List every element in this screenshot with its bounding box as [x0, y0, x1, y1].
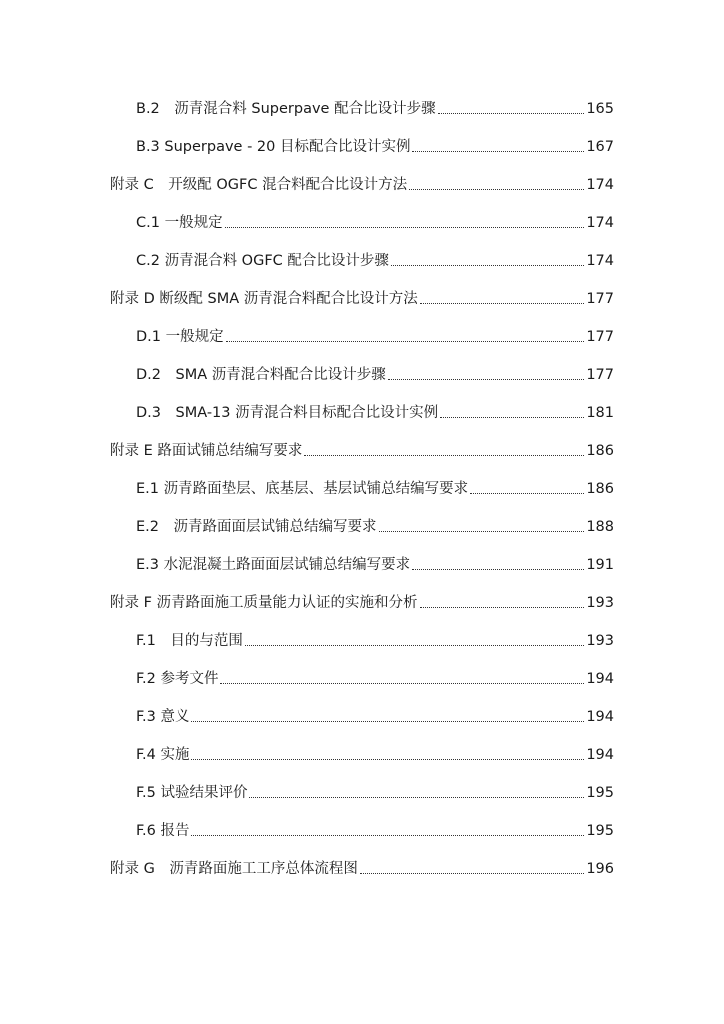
toc-entry-title: 附录 D 断级配 SMA 沥青混合料配合比设计方法 — [110, 291, 418, 307]
toc-dot-leader — [420, 607, 585, 608]
toc-dot-leader — [440, 417, 584, 418]
toc-entry-title: F.6 报告 — [136, 823, 190, 839]
toc-page-number: 188 — [586, 519, 614, 535]
toc-entry-appendix-c[interactable] — [110, 170, 614, 194]
toc-entry-appendix-d[interactable] — [110, 284, 614, 308]
toc-dot-leader — [379, 531, 585, 532]
toc-page-number: 193 — [586, 633, 614, 649]
toc-page-number: 174 — [586, 253, 614, 269]
toc-dot-leader — [249, 797, 584, 798]
toc-page-number: 177 — [586, 329, 614, 345]
toc-entry-f3[interactable] — [136, 702, 614, 726]
toc-entry-title: C.2 沥青混合料 OGFC 配合比设计步骤 — [136, 253, 389, 269]
toc-entry-f6[interactable] — [136, 816, 614, 840]
toc-dot-leader — [470, 493, 584, 494]
toc-page-number: 195 — [586, 823, 614, 839]
toc-entry-title: E.3 水泥混凝土路面面层试铺总结编写要求 — [136, 557, 411, 573]
toc-page-number: 196 — [586, 861, 614, 877]
toc-page-number: 191 — [586, 557, 614, 573]
toc-dot-leader — [438, 113, 585, 114]
toc-entry-title: F.5 试验结果评价 — [136, 785, 248, 801]
toc-dot-leader — [420, 303, 585, 304]
toc-entry-title: F.2 参考文件 — [136, 671, 219, 687]
toc-entry-appendix-f[interactable] — [110, 588, 614, 612]
toc-dot-leader — [388, 379, 585, 380]
toc-entry-appendix-g[interactable] — [110, 854, 614, 878]
toc-dot-leader — [225, 227, 585, 228]
toc-entry-title: D.3 SMA-13 沥青混合料目标配合比设计实例 — [136, 405, 439, 421]
toc-entry-e3[interactable] — [136, 550, 614, 574]
toc-dot-leader — [409, 189, 584, 190]
toc-entry-title: E.1 沥青路面垫层、底基层、基层试铺总结编写要求 — [136, 481, 469, 497]
toc-entry-title: B.3 Superpave - 20 目标配合比设计实例 — [136, 139, 411, 155]
toc-entry-title: C.1 一般规定 — [136, 215, 223, 231]
toc-entry-c2[interactable] — [136, 246, 614, 270]
toc-entry-c1[interactable] — [136, 208, 614, 232]
toc-dot-leader — [191, 835, 584, 836]
toc-entry-e2[interactable] — [136, 512, 614, 536]
toc-entry-d2[interactable] — [136, 360, 614, 384]
toc-page-number: 194 — [586, 671, 614, 687]
toc-entry-f4[interactable] — [136, 740, 614, 764]
toc-dot-leader — [412, 151, 584, 152]
toc-page-number: 186 — [586, 481, 614, 497]
toc-entry-title: 附录 G 沥青路面施工工序总体流程图 — [110, 861, 358, 877]
toc-dot-leader — [226, 341, 585, 342]
toc-entry-title: D.1 一般规定 — [136, 329, 224, 345]
toc-entry-title: F.1 目的与范围 — [136, 633, 243, 649]
toc-page-number: 193 — [586, 595, 614, 611]
toc-entry-d3[interactable] — [136, 398, 614, 422]
toc-dot-leader — [412, 569, 584, 570]
toc-dot-leader — [220, 683, 584, 684]
toc-page-number: 194 — [586, 709, 614, 725]
toc-entry-d1[interactable] — [136, 322, 614, 346]
toc-entry-appendix-e[interactable] — [110, 436, 614, 460]
toc-dot-leader — [391, 265, 584, 266]
toc-entry-title: E.2 沥青路面面层试铺总结编写要求 — [136, 519, 377, 535]
toc-page-number: 174 — [586, 177, 614, 193]
toc-entry-b3[interactable] — [136, 132, 614, 156]
toc-entry-f5[interactable] — [136, 778, 614, 802]
toc-page-number: 186 — [586, 443, 614, 459]
toc-dot-leader — [304, 455, 584, 456]
toc-dot-leader — [191, 759, 584, 760]
toc-entry-title: F.4 实施 — [136, 747, 190, 763]
toc-entry-title: 附录 E 路面试铺总结编写要求 — [110, 443, 303, 459]
toc-page-number: 165 — [586, 101, 614, 117]
toc-page-number: 167 — [586, 139, 614, 155]
toc-page-number: 195 — [586, 785, 614, 801]
toc-page-number: 174 — [586, 215, 614, 231]
toc-entry-f2[interactable] — [136, 664, 614, 688]
toc-entry-title: 附录 F 沥青路面施工质量能力认证的实施和分析 — [110, 595, 418, 611]
toc-entry-title: B.2 沥青混合料 Superpave 配合比设计步骤 — [136, 101, 436, 117]
toc-page-number: 177 — [586, 291, 614, 307]
toc-page-number: 177 — [586, 367, 614, 383]
toc-entry-b2[interactable] — [136, 94, 614, 118]
toc-dot-leader — [360, 873, 584, 874]
toc-entry-title: 附录 C 开级配 OGFC 混合料配合比设计方法 — [110, 177, 408, 193]
toc-entry-title: F.3 意义 — [136, 709, 190, 725]
toc-entry-f1[interactable] — [136, 626, 614, 650]
toc-entry-e1[interactable] — [136, 474, 614, 498]
toc-page-number: 194 — [586, 747, 614, 763]
toc-page-number: 181 — [586, 405, 614, 421]
toc-dot-leader — [245, 645, 584, 646]
toc-entry-title: D.2 SMA 沥青混合料配合比设计步骤 — [136, 367, 386, 383]
toc-dot-leader — [191, 721, 584, 722]
